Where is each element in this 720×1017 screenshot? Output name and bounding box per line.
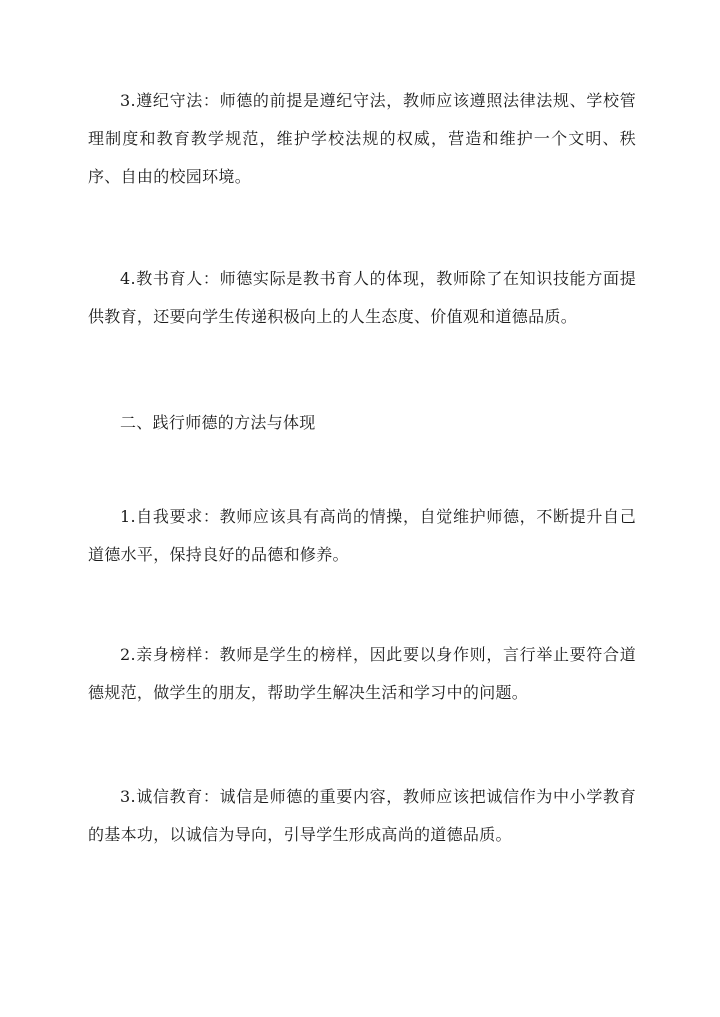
paragraph-teaching-educating: 4.教书育人：师德实际是教书育人的体现，教师除了在知识技能方面提供教育，还要向学生传递积极向上的人生态度、价值观和道德品质。 bbox=[88, 269, 636, 326]
paragraph-role-model: 2.亲身榜样：教师是学生的榜样，因此要以身作则，言行举止要符合道德规范，做学生的朋友，帮助学生解决生活和学习中的问题。 bbox=[88, 645, 636, 702]
paragraph-integrity-education: 3.诚信教育：诚信是师德的重要内容，教师应该把诚信作为中小学教育的基本功，以诚信为导向，引导学生形成高尚的道德品质。 bbox=[88, 787, 636, 844]
section-heading: 二、践行师德的方法与体现 bbox=[120, 413, 316, 432]
paragraph-self-requirement: 1.自我要求：教师应该具有高尚的情操，自觉维护师德，不断提升自己道德水平，保持良好的品德和修养。 bbox=[88, 507, 636, 564]
paragraph-law-abiding: 3.遵纪守法：师德的前提是遵纪守法，教师应该遵照法律法规、学校管理制度和教育教学规范，维护学校法规的权威，营造和维护一个文明、秩序、自由的校园环境。 bbox=[88, 91, 636, 186]
